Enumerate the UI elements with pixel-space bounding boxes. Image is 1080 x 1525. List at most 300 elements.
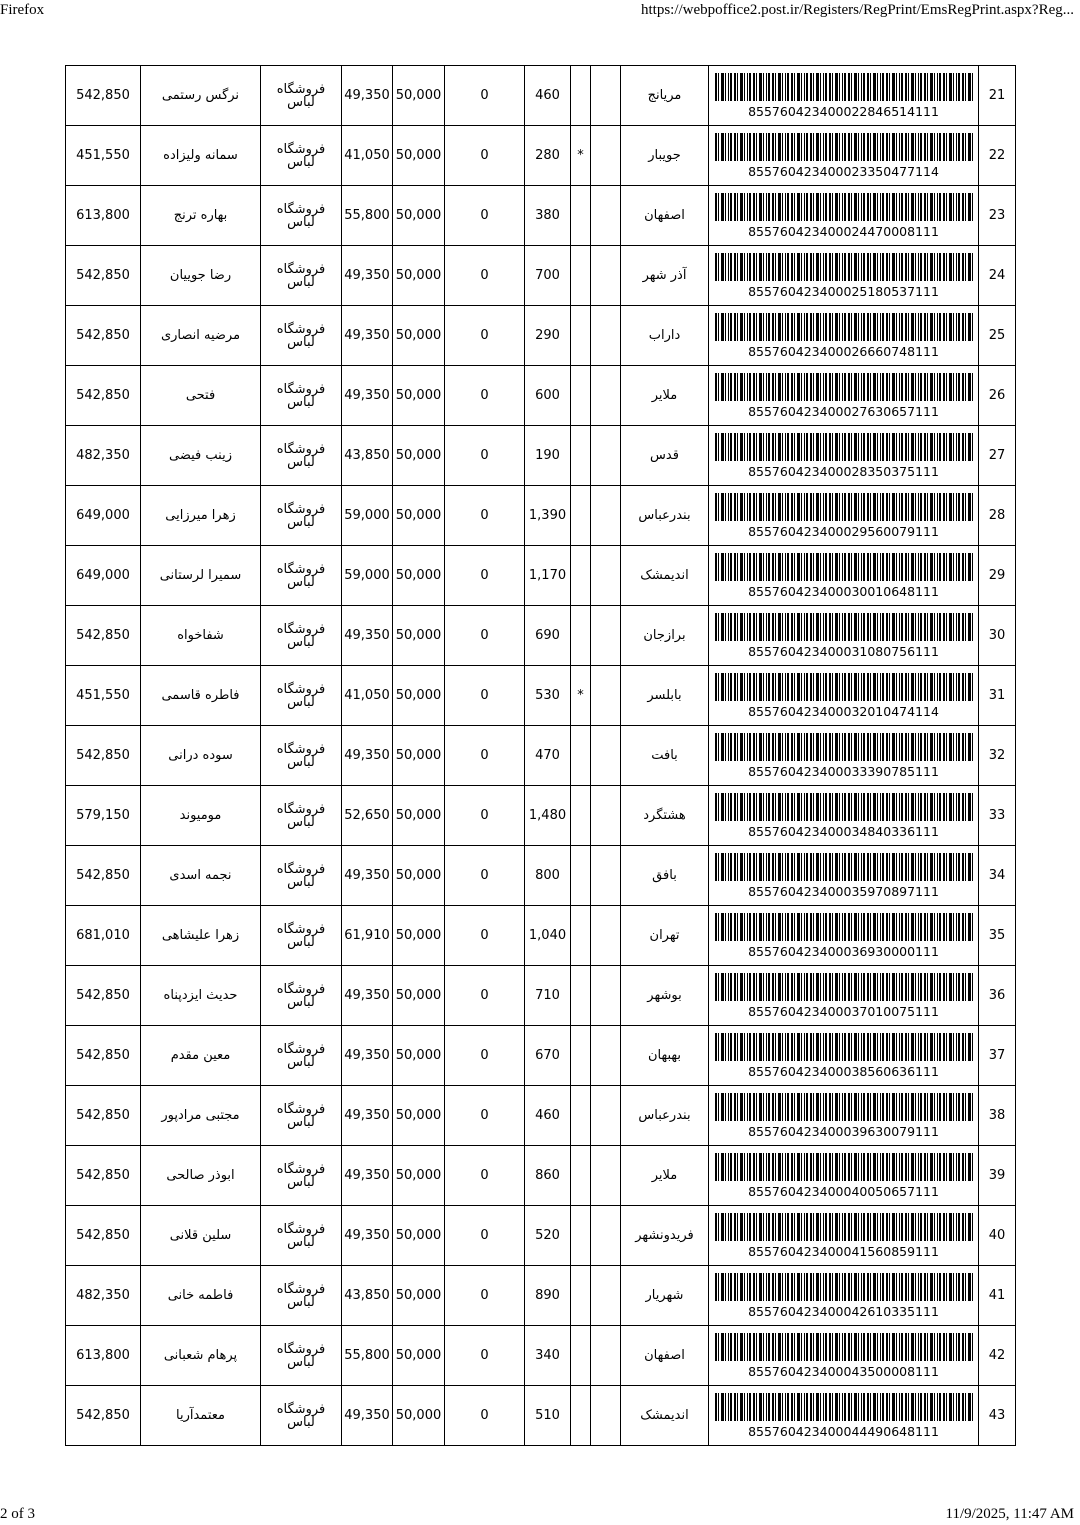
empty-cell [591, 366, 621, 426]
postage-fee-cell: 49,350 [342, 606, 393, 666]
barcode-number: 855760423400037010075111 [748, 1003, 939, 1019]
barcode-image [715, 913, 973, 941]
destination-city-cell: بوشهر [621, 966, 709, 1026]
weight-cell: 670 [525, 1026, 571, 1086]
flag-cell [571, 786, 591, 846]
service-fee-cell: 50,000 [393, 1326, 445, 1386]
weight-cell: 460 [525, 66, 571, 126]
flag-cell: * [571, 666, 591, 726]
total-amount-cell: 451,550 [66, 126, 141, 186]
extra-charge-cell: 0 [445, 1026, 525, 1086]
extra-charge-cell: 0 [445, 786, 525, 846]
service-fee-cell: 50,000 [393, 666, 445, 726]
postage-fee-cell: 49,350 [342, 1086, 393, 1146]
recipient-name-cell: مرضیه انصاری [141, 306, 261, 366]
total-amount-cell: 613,800 [66, 186, 141, 246]
barcode-image [715, 193, 973, 221]
recipient-name-cell: شفاخواه [141, 606, 261, 666]
total-amount-cell: 542,850 [66, 726, 141, 786]
recipient-name-cell: مجتبی مرادپور [141, 1086, 261, 1146]
destination-city-cell: اندیمشک [621, 1386, 709, 1446]
total-amount-cell: 542,850 [66, 1206, 141, 1266]
barcode-number: 855760423400035970897111 [748, 883, 939, 899]
empty-cell [591, 1326, 621, 1386]
extra-charge-cell: 0 [445, 1206, 525, 1266]
barcode-cell [709, 246, 979, 306]
service-fee-cell: 50,000 [393, 1386, 445, 1446]
row-number-cell: 42 [979, 1326, 1016, 1386]
row-number-cell: 36 [979, 966, 1016, 1026]
postage-fee-cell: 41,050 [342, 126, 393, 186]
table-row [66, 666, 1016, 726]
postage-fee-cell: 49,350 [342, 966, 393, 1026]
sender-store-cell: فروشگاه لباس [261, 126, 342, 186]
recipient-name-cell: معتمدآریا [141, 1386, 261, 1446]
row-number-cell: 34 [979, 846, 1016, 906]
destination-city-cell: داراب [621, 306, 709, 366]
empty-cell [591, 186, 621, 246]
empty-cell [591, 786, 621, 846]
empty-cell [591, 726, 621, 786]
flag-cell [571, 246, 591, 306]
flag-cell [571, 846, 591, 906]
empty-cell [591, 666, 621, 726]
empty-cell [591, 1086, 621, 1146]
postage-fee-cell: 43,850 [342, 1266, 393, 1326]
weight-cell: 380 [525, 186, 571, 246]
sender-store-cell: فروشگاه لباس [261, 966, 342, 1026]
sender-store-cell: فروشگاه لباس [261, 906, 342, 966]
destination-city-cell: اصفهان [621, 1326, 709, 1386]
empty-cell [591, 66, 621, 126]
weight-cell: 860 [525, 1146, 571, 1206]
postage-fee-cell: 59,000 [342, 486, 393, 546]
destination-city-cell: فریدونشهر [621, 1206, 709, 1266]
flag-cell [571, 486, 591, 546]
total-amount-cell: 613,800 [66, 1326, 141, 1386]
recipient-name-cell: نرگس رستمی [141, 66, 261, 126]
barcode-image [715, 313, 973, 341]
flag-cell: * [571, 126, 591, 186]
total-amount-cell: 451,550 [66, 666, 141, 726]
barcode-number: 855760423400026660748111 [748, 343, 939, 359]
flag-cell [571, 1086, 591, 1146]
recipient-name-cell: زینب فیضی [141, 426, 261, 486]
postage-fee-cell: 59,000 [342, 546, 393, 606]
table-row [66, 786, 1016, 846]
service-fee-cell: 50,000 [393, 606, 445, 666]
barcode-image [715, 1033, 973, 1061]
service-fee-cell: 50,000 [393, 1146, 445, 1206]
row-number-cell: 38 [979, 1086, 1016, 1146]
sender-store-cell: فروشگاه لباس [261, 426, 342, 486]
service-fee-cell: 50,000 [393, 246, 445, 306]
recipient-name-cell: زهرا علیشاهی [141, 906, 261, 966]
barcode-cell [709, 66, 979, 126]
barcode-number: 855760423400041560859111 [748, 1243, 939, 1259]
row-number-cell: 24 [979, 246, 1016, 306]
service-fee-cell: 50,000 [393, 1206, 445, 1266]
barcode-cell [709, 726, 979, 786]
barcode-number: 855760423400038560636111 [748, 1063, 939, 1079]
recipient-name-cell: فاطره قاسمی [141, 666, 261, 726]
row-number-cell: 37 [979, 1026, 1016, 1086]
service-fee-cell: 50,000 [393, 306, 445, 366]
barcode-number: 855760423400033390785111 [748, 763, 939, 779]
barcode-cell [709, 1266, 979, 1326]
postage-fee-cell: 49,350 [342, 846, 393, 906]
flag-cell [571, 1026, 591, 1086]
recipient-name-cell: فاطمه خانی [141, 1266, 261, 1326]
row-number-cell: 35 [979, 906, 1016, 966]
barcode-number: 855760423400036930000111 [748, 943, 939, 959]
service-fee-cell: 50,000 [393, 186, 445, 246]
total-amount-cell: 579,150 [66, 786, 141, 846]
total-amount-cell: 542,850 [66, 1026, 141, 1086]
barcode-image [715, 673, 973, 701]
recipient-name-cell: رضا جوییان [141, 246, 261, 306]
postage-fee-cell: 49,350 [342, 66, 393, 126]
recipient-name-cell: حدیث ایزدپناه [141, 966, 261, 1026]
total-amount-cell: 681,010 [66, 906, 141, 966]
barcode-image [715, 1153, 973, 1181]
barcode-image [715, 1393, 973, 1421]
flag-cell [571, 606, 591, 666]
barcode-cell [709, 666, 979, 726]
barcode-image [715, 133, 973, 161]
sender-store-cell: فروشگاه لباس [261, 546, 342, 606]
registrations-table [65, 65, 1016, 1446]
extra-charge-cell: 0 [445, 666, 525, 726]
extra-charge-cell: 0 [445, 726, 525, 786]
row-number-cell: 33 [979, 786, 1016, 846]
postage-fee-cell: 41,050 [342, 666, 393, 726]
table-row [66, 726, 1016, 786]
barcode-cell [709, 1026, 979, 1086]
empty-cell [591, 426, 621, 486]
destination-city-cell: برازجان [621, 606, 709, 666]
table-row [66, 66, 1016, 126]
page-indicator: 2 of 3 [0, 1506, 35, 1522]
flag-cell [571, 966, 591, 1026]
service-fee-cell: 50,000 [393, 726, 445, 786]
table-row [66, 306, 1016, 366]
postage-fee-cell: 55,800 [342, 1326, 393, 1386]
empty-cell [591, 306, 621, 366]
barcode-cell [709, 1086, 979, 1146]
barcode-number: 855760423400029560079111 [748, 523, 939, 539]
total-amount-cell: 542,850 [66, 1086, 141, 1146]
postage-fee-cell: 43,850 [342, 426, 393, 486]
service-fee-cell: 50,000 [393, 366, 445, 426]
table-row [66, 1386, 1016, 1446]
sender-store-cell: فروشگاه لباس [261, 1386, 342, 1446]
sender-store-cell: فروشگاه لباس [261, 606, 342, 666]
weight-cell: 460 [525, 1086, 571, 1146]
barcode-number: 855760423400044490648111 [748, 1423, 939, 1439]
barcode-image [715, 1213, 973, 1241]
row-number-cell: 28 [979, 486, 1016, 546]
destination-city-cell: بافت [621, 726, 709, 786]
extra-charge-cell: 0 [445, 366, 525, 426]
barcode-cell [709, 426, 979, 486]
sender-store-cell: فروشگاه لباس [261, 306, 342, 366]
service-fee-cell: 50,000 [393, 966, 445, 1026]
table-row [66, 426, 1016, 486]
barcode-cell [709, 786, 979, 846]
table-row [66, 366, 1016, 426]
extra-charge-cell: 0 [445, 306, 525, 366]
extra-charge-cell: 0 [445, 486, 525, 546]
barcode-number: 855760423400031080756111 [748, 643, 939, 659]
barcode-cell [709, 366, 979, 426]
sender-store-cell: فروشگاه لباس [261, 1266, 342, 1326]
postage-fee-cell: 49,350 [342, 306, 393, 366]
service-fee-cell: 50,000 [393, 546, 445, 606]
row-number-cell: 23 [979, 186, 1016, 246]
barcode-image [715, 1093, 973, 1121]
flag-cell [571, 366, 591, 426]
postage-fee-cell: 49,350 [342, 1386, 393, 1446]
empty-cell [591, 1026, 621, 1086]
destination-city-cell: بهبهان [621, 1026, 709, 1086]
weight-cell: 710 [525, 966, 571, 1026]
total-amount-cell: 542,850 [66, 366, 141, 426]
recipient-name-cell: سلین قلانی [141, 1206, 261, 1266]
weight-cell: 340 [525, 1326, 571, 1386]
total-amount-cell: 542,850 [66, 246, 141, 306]
sender-store-cell: فروشگاه لباس [261, 1026, 342, 1086]
extra-charge-cell: 0 [445, 186, 525, 246]
row-number-cell: 31 [979, 666, 1016, 726]
recipient-name-cell: معین مقدم [141, 1026, 261, 1086]
extra-charge-cell: 0 [445, 426, 525, 486]
recipient-name-cell: بهاره ترنج [141, 186, 261, 246]
service-fee-cell: 50,000 [393, 846, 445, 906]
barcode-image [715, 253, 973, 281]
table-row [66, 1146, 1016, 1206]
table-row [66, 1326, 1016, 1386]
recipient-name-cell: سمانه ولیزاده [141, 126, 261, 186]
service-fee-cell: 50,000 [393, 486, 445, 546]
empty-cell [591, 1386, 621, 1446]
flag-cell [571, 426, 591, 486]
sender-store-cell: فروشگاه لباس [261, 486, 342, 546]
destination-city-cell: قدس [621, 426, 709, 486]
extra-charge-cell: 0 [445, 906, 525, 966]
destination-city-cell: هشتگرد [621, 786, 709, 846]
barcode-number: 855760423400042610335111 [748, 1303, 939, 1319]
barcode-image [715, 1273, 973, 1301]
sender-store-cell: فروشگاه لباس [261, 846, 342, 906]
table-row [66, 186, 1016, 246]
barcode-image [715, 733, 973, 761]
table-row [66, 126, 1016, 186]
total-amount-cell: 542,850 [66, 606, 141, 666]
weight-cell: 530 [525, 666, 571, 726]
sender-store-cell: فروشگاه لباس [261, 66, 342, 126]
flag-cell [571, 1206, 591, 1266]
weight-cell: 600 [525, 366, 571, 426]
sender-store-cell: فروشگاه لباس [261, 666, 342, 726]
barcode-image [715, 973, 973, 1001]
sender-store-cell: فروشگاه لباس [261, 1326, 342, 1386]
barcode-cell [709, 486, 979, 546]
barcode-cell [709, 1386, 979, 1446]
weight-cell: 470 [525, 726, 571, 786]
row-number-cell: 22 [979, 126, 1016, 186]
row-number-cell: 39 [979, 1146, 1016, 1206]
barcode-cell [709, 606, 979, 666]
flag-cell [571, 726, 591, 786]
flag-cell [571, 546, 591, 606]
weight-cell: 700 [525, 246, 571, 306]
total-amount-cell: 542,850 [66, 306, 141, 366]
empty-cell [591, 246, 621, 306]
destination-city-cell: بندرعباس [621, 486, 709, 546]
total-amount-cell: 482,350 [66, 1266, 141, 1326]
destination-city-cell: بندرعباس [621, 1086, 709, 1146]
empty-cell [591, 1266, 621, 1326]
sender-store-cell: فروشگاه لباس [261, 366, 342, 426]
service-fee-cell: 50,000 [393, 1266, 445, 1326]
flag-cell [571, 906, 591, 966]
barcode-image [715, 493, 973, 521]
extra-charge-cell: 0 [445, 66, 525, 126]
table-row [66, 546, 1016, 606]
row-number-cell: 32 [979, 726, 1016, 786]
extra-charge-cell: 0 [445, 1146, 525, 1206]
barcode-number: 855760423400027630657111 [748, 403, 939, 419]
total-amount-cell: 649,000 [66, 486, 141, 546]
destination-city-cell: آذر شهر [621, 246, 709, 306]
recipient-name-cell: زهرا میرزایی [141, 486, 261, 546]
row-number-cell: 21 [979, 66, 1016, 126]
extra-charge-cell: 0 [445, 126, 525, 186]
table-row [66, 966, 1016, 1026]
flag-cell [571, 1146, 591, 1206]
flag-cell [571, 1266, 591, 1326]
recipient-name-cell: ابوذر صالحی [141, 1146, 261, 1206]
extra-charge-cell: 0 [445, 1266, 525, 1326]
destination-city-cell: ملایر [621, 366, 709, 426]
empty-cell [591, 486, 621, 546]
empty-cell [591, 846, 621, 906]
destination-city-cell: اندیمشک [621, 546, 709, 606]
table-row [66, 1086, 1016, 1146]
extra-charge-cell: 0 [445, 246, 525, 306]
destination-city-cell: اصفهان [621, 186, 709, 246]
weight-cell: 290 [525, 306, 571, 366]
table-body [66, 66, 1016, 1446]
extra-charge-cell: 0 [445, 1086, 525, 1146]
empty-cell [591, 1146, 621, 1206]
destination-city-cell: جویبار [621, 126, 709, 186]
row-number-cell: 26 [979, 366, 1016, 426]
barcode-number: 855760423400030010648111 [748, 583, 939, 599]
empty-cell [591, 606, 621, 666]
table-row [66, 246, 1016, 306]
destination-city-cell: شهریار [621, 1266, 709, 1326]
weight-cell: 190 [525, 426, 571, 486]
postage-fee-cell: 49,350 [342, 1206, 393, 1266]
service-fee-cell: 50,000 [393, 426, 445, 486]
extra-charge-cell: 0 [445, 1386, 525, 1446]
barcode-image [715, 433, 973, 461]
table-row [66, 486, 1016, 546]
service-fee-cell: 50,000 [393, 126, 445, 186]
browser-app-name: Firefox [0, 2, 45, 18]
postage-fee-cell: 49,350 [342, 366, 393, 426]
extra-charge-cell: 0 [445, 846, 525, 906]
destination-city-cell: ملایر [621, 1146, 709, 1206]
weight-cell: 1,390 [525, 486, 571, 546]
service-fee-cell: 50,000 [393, 66, 445, 126]
row-number-cell: 30 [979, 606, 1016, 666]
row-number-cell: 25 [979, 306, 1016, 366]
barcode-number: 855760423400043500008111 [748, 1363, 939, 1379]
total-amount-cell: 542,850 [66, 66, 141, 126]
weight-cell: 1,170 [525, 546, 571, 606]
table-row [66, 846, 1016, 906]
barcode-cell [709, 306, 979, 366]
total-amount-cell: 542,850 [66, 1386, 141, 1446]
service-fee-cell: 50,000 [393, 1086, 445, 1146]
page-url: https://webpoffice2.post.ir/Registers/RegPrint/EmsRegPrint.aspx?Reg... [640, 2, 1074, 18]
weight-cell: 520 [525, 1206, 571, 1266]
postage-fee-cell: 49,350 [342, 1026, 393, 1086]
sender-store-cell: فروشگاه لباس [261, 186, 342, 246]
weight-cell: 690 [525, 606, 571, 666]
recipient-name-cell: سوده درانی [141, 726, 261, 786]
service-fee-cell: 50,000 [393, 906, 445, 966]
empty-cell [591, 906, 621, 966]
weight-cell: 890 [525, 1266, 571, 1326]
extra-charge-cell: 0 [445, 966, 525, 1026]
row-number-cell: 27 [979, 426, 1016, 486]
barcode-cell [709, 846, 979, 906]
total-amount-cell: 482,350 [66, 426, 141, 486]
flag-cell [571, 1326, 591, 1386]
table-row [66, 1206, 1016, 1266]
barcode-number: 855760423400034840336111 [748, 823, 939, 839]
extra-charge-cell: 0 [445, 546, 525, 606]
row-number-cell: 41 [979, 1266, 1016, 1326]
postage-fee-cell: 61,910 [342, 906, 393, 966]
barcode-image [715, 793, 973, 821]
postage-fee-cell: 49,350 [342, 1146, 393, 1206]
extra-charge-cell: 0 [445, 1326, 525, 1386]
barcode-number: 855760423400023350477114 [748, 163, 939, 179]
barcode-cell [709, 1326, 979, 1386]
row-number-cell: 43 [979, 1386, 1016, 1446]
barcode-image [715, 373, 973, 401]
barcode-image [715, 1333, 973, 1361]
recipient-name-cell: نجمه اسدی [141, 846, 261, 906]
sender-store-cell: فروشگاه لباس [261, 726, 342, 786]
sender-store-cell: فروشگاه لباس [261, 1086, 342, 1146]
total-amount-cell: 542,850 [66, 846, 141, 906]
barcode-cell [709, 1146, 979, 1206]
sender-store-cell: فروشگاه لباس [261, 1206, 342, 1266]
barcode-cell [709, 126, 979, 186]
barcode-number: 855760423400032010474114 [748, 703, 939, 719]
postage-fee-cell: 49,350 [342, 246, 393, 306]
weight-cell: 800 [525, 846, 571, 906]
table-row [66, 1026, 1016, 1086]
barcode-cell [709, 546, 979, 606]
destination-city-cell: مریانج [621, 66, 709, 126]
